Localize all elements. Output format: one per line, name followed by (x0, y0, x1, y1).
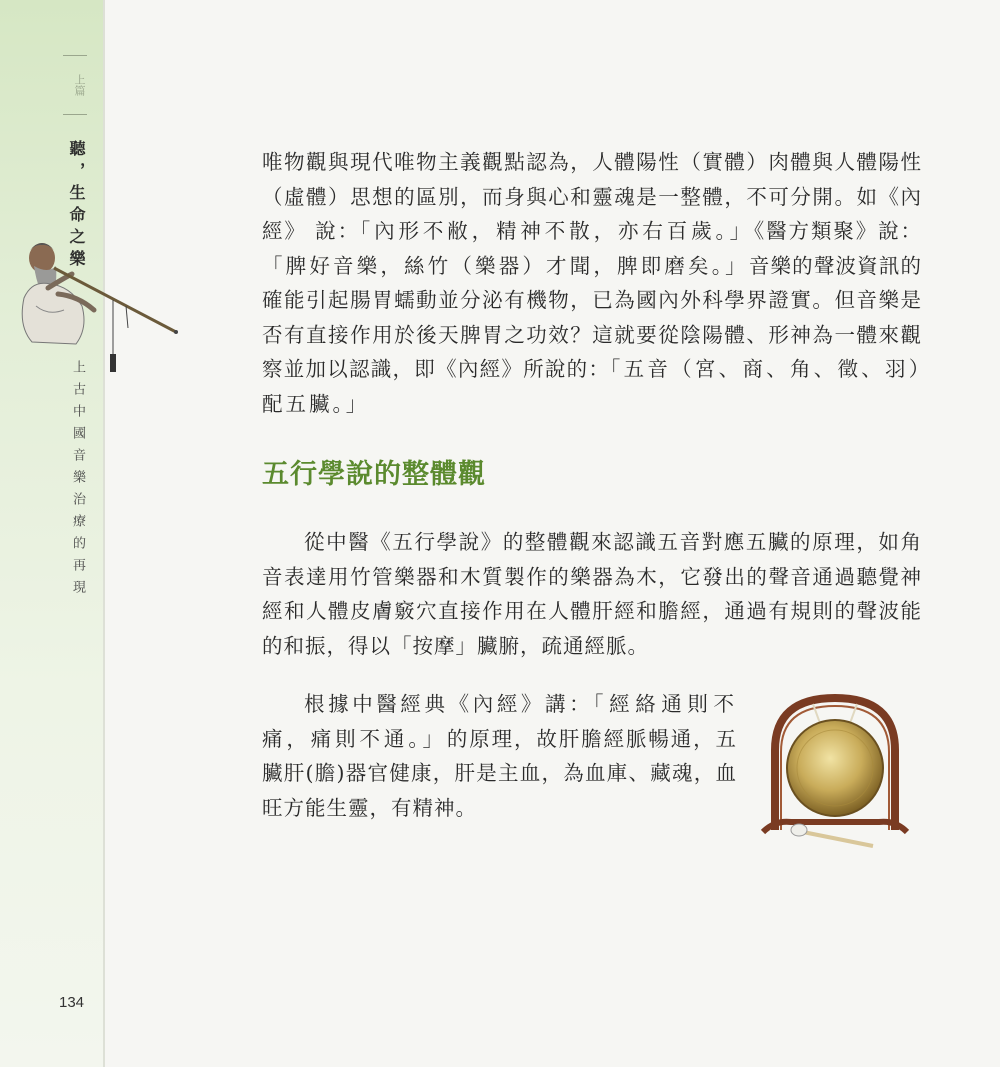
page-number: 134 (59, 994, 85, 1011)
running-subtitle: 上古中國音樂治療的再現 (70, 360, 85, 602)
gong-illustration (755, 690, 915, 855)
quote-wuyin: 「五音（宮、商、角、徵、羽）配五臟。」 (262, 357, 923, 416)
quote-jingluo: 「經絡通則不痛，痛則不通。」 (262, 692, 738, 751)
section-mark: 上篇 (63, 55, 87, 115)
paragraph-1: 唯物觀與現代唯物主義觀點認為，人體陽性（實體）肉體與人體陽性（虛體）思想的區別，而身與心和靈魂是一整體，不可分開。如《內經》 說：「內形不敝，精神不散，亦右百歲。」《醫方類聚》說：「脾好音樂，絲竹（樂器）才聞，脾即磨矣。」音樂的聲波資訊的確能引起腸胃蠕動並分泌有機物，已為國內外科學界證實。但音樂是否有直接作用於後天脾胃之功效？這就要從陰陽體、形神為一體來觀察並加以認識，即《內經》所說的：「五音（宮、商、角、徵、羽）配五臟。」 (262, 150, 923, 416)
running-title: 聽，生命之樂 (67, 140, 86, 272)
flute-player-illustration (18, 236, 183, 386)
quote-yifang: 「脾好音樂，絲竹（樂器）才聞，脾即磨矣。」 (262, 253, 749, 278)
quote-neijing: 「內形不敝，精神不散，亦右百歲。」 (359, 219, 755, 243)
paragraph-2: 從中醫《五行學說》的整體觀來認識五音對應五臟的原理，如角音表達用竹管樂器和木質製作的樂器為木，它發出的聲音通過聽覺神經和人體皮膚竅穴直接作用在人體肝經和膽經，通過有規則的聲波能的和振，得以「按摩」臟腑，疏通經脈。 (262, 530, 922, 658)
paragraph-3: 根據中醫經典《內經》講：「經絡通則不痛，痛則不通。」的原理，故肝膽經脈暢通，五臟肝(膽)器官健康，肝是主血，為血庫、藏魂，血旺方能生靈，有精神。 (262, 692, 738, 820)
section-heading: 五行學說的整體觀 (262, 459, 486, 490)
